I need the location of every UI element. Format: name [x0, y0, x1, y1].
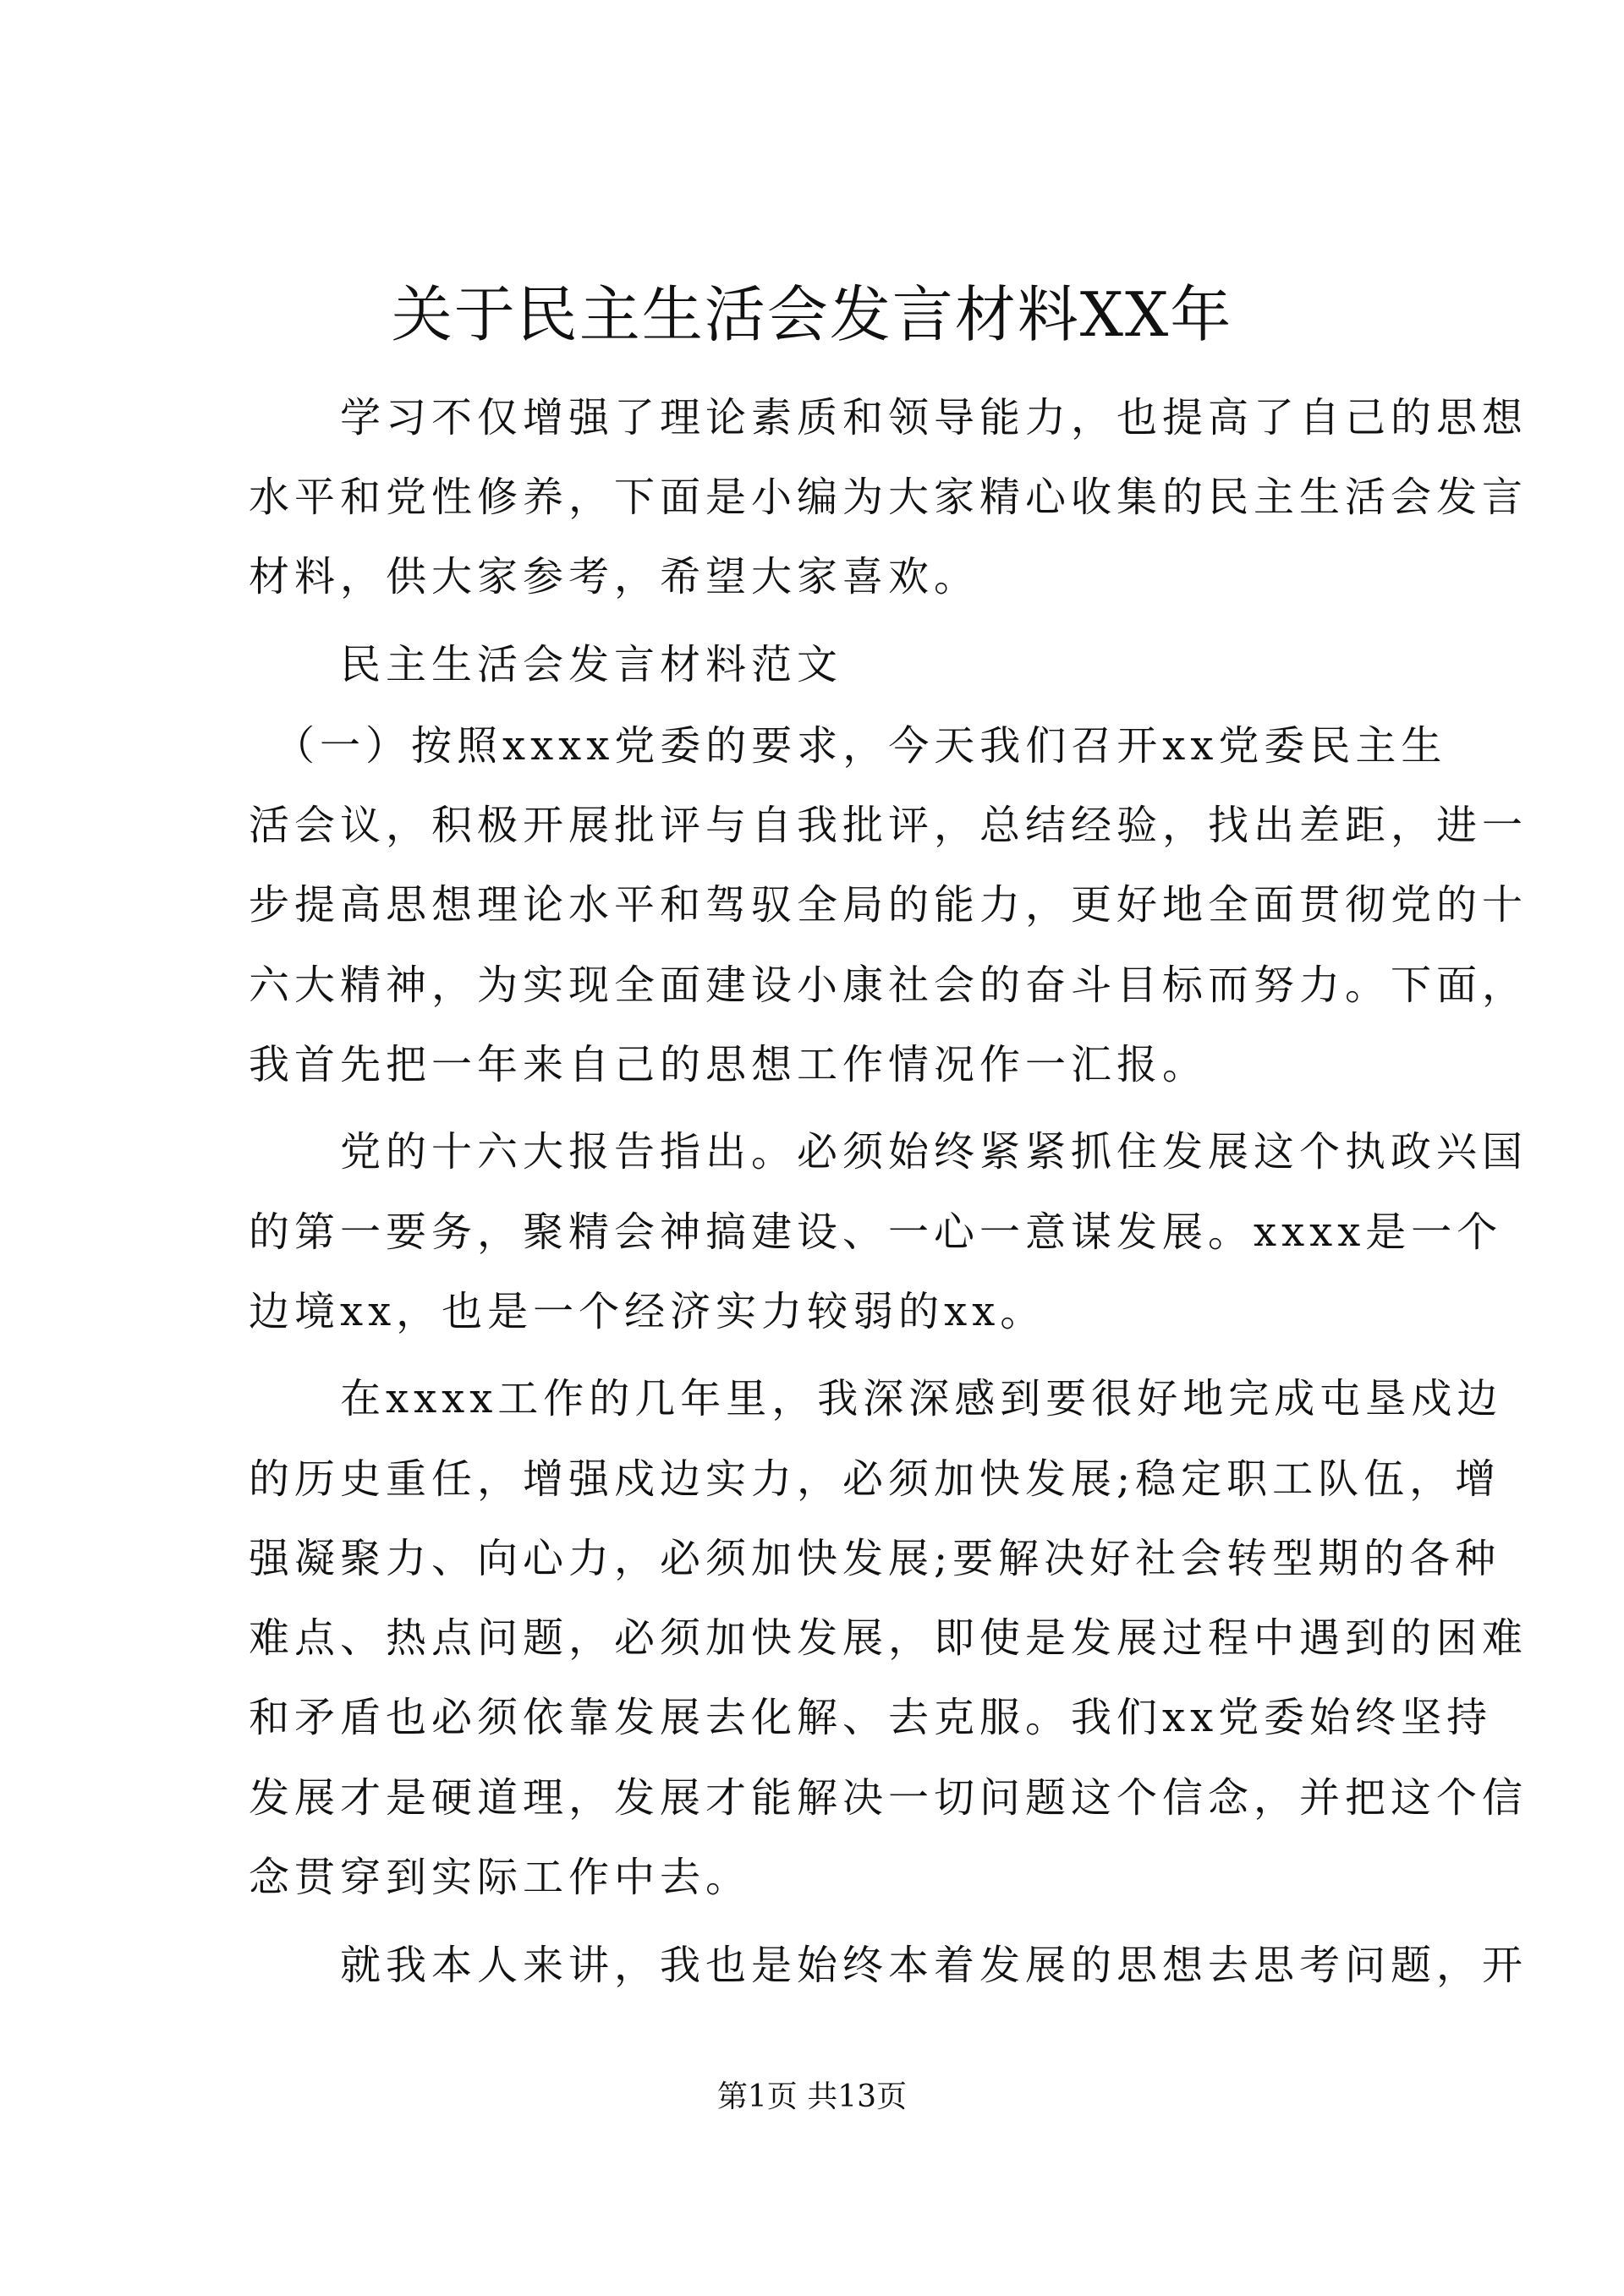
page-footer: 第1页 共13页 — [716, 2080, 908, 2114]
text-line: 就我本人来讲，我也是始终本着发展的思想去思考问题，开 — [249, 1942, 1528, 1989]
text-line: 的第一要务，聚精会神搞建设、一心一意谋发展。xxxx是一个 — [249, 1208, 1503, 1256]
text-line: 的历史重任，增强戍边实力，必须加快发展;稳定职工队伍，增 — [249, 1455, 1501, 1503]
text-line: 六大精神，为实现全面建设小康社会的奋斗目标而努力。下面， — [249, 962, 1528, 1009]
text-line: 边境xx，也是一个经济实力较弱的xx。 — [249, 1288, 1046, 1335]
text-line: 学习不仅增强了理论素质和领导能力，也提高了自己的思想 — [249, 394, 1528, 441]
text-line: 在xxxx工作的几年里，我深深感到要很好地完成屯垦戍边 — [249, 1375, 1503, 1422]
text-line: 和矛盾也必须依靠发展去化解、去克服。我们xx党委始终坚持 — [249, 1694, 1493, 1741]
text-line: 我首先把一年来自己的思想工作情况作一汇报。 — [249, 1041, 1209, 1088]
text-line: 发展才是硬道理，发展才能解决一切问题这个信念，并把这个信 — [249, 1774, 1528, 1822]
text-line: 难点、热点问题，必须加快发展，即使是发展过程中遇到的困难 — [249, 1614, 1528, 1662]
document-title: 关于民主生活会发言材料XX年 — [391, 279, 1233, 350]
text-line: 念贯穿到实际工作中去。 — [249, 1854, 752, 1901]
text-line: 步提高思想理论水平和驾驭全局的能力，更好地全面贯彻党的十 — [249, 881, 1528, 929]
text-line: （一）按照xxxx党委的要求，今天我们召开xx党委民主生 — [249, 722, 1447, 770]
text-line: 水平和党性修养，下面是小编为大家精心收集的民主生活会发言 — [249, 474, 1528, 521]
text-line: 民主生活会发言材料范文 — [249, 641, 843, 688]
text-line: 材料，供大家参考，希望大家喜欢。 — [249, 553, 980, 600]
text-line: 活会议，积极开展批评与自我批评，总结经验，找出差距，进一 — [249, 802, 1528, 849]
text-line: 强凝聚力、向心力，必须加快发展;要解决好社会转型期的各种 — [249, 1535, 1501, 1582]
text-line: 党的十六大报告指出。必须始终紧紧抓住发展这个执政兴国 — [249, 1128, 1528, 1175]
